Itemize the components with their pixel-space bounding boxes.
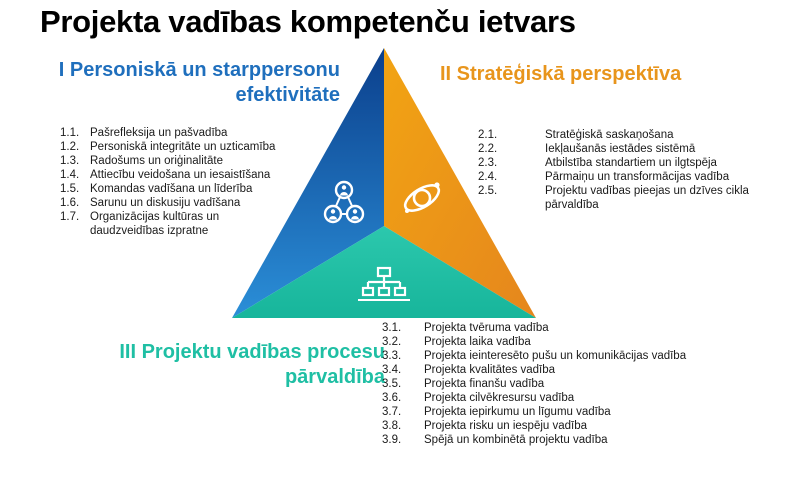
- item-text: Personiskā integritāte un uzticamība: [90, 141, 276, 153]
- item-number: 1.2.: [60, 141, 80, 153]
- item-text: Radošums un oriģinalitāte: [90, 155, 223, 167]
- section-3-title: III Projektu vadības procesu pārvaldība: [119, 341, 385, 388]
- list-item: [478, 184, 758, 212]
- item-number: 3.4.: [382, 364, 402, 376]
- item-number: 1.4.: [60, 169, 80, 181]
- item-text: Projekta finanšu vadība: [424, 378, 545, 390]
- item-number: 3.5.: [382, 378, 402, 390]
- item-text: Pārmaiņu un transformācijas vadība: [545, 171, 730, 183]
- item-text: Stratēģiskā saskaņošana: [545, 129, 674, 141]
- section-2-list: [478, 128, 758, 212]
- item-text: Iekļaušanās iestādes sistēmā: [545, 143, 696, 155]
- list-item: [382, 363, 742, 377]
- item-text: Projekta iepirkumu un līgumu vadība: [424, 406, 611, 418]
- item-number: 2.1.: [478, 129, 498, 141]
- item-text: Projektu vadības pieejas un dzīves cikla pārvaldība: [545, 185, 749, 211]
- list-item: [60, 168, 278, 182]
- item-text: Projekta kvalitātes vadība: [424, 364, 556, 376]
- list-item: [60, 154, 278, 168]
- list-item: [478, 142, 758, 156]
- list-item: [382, 321, 742, 335]
- section-1-title: I Personiskā un starppersonu efektivitāte: [58, 59, 340, 106]
- list-item: [382, 405, 742, 419]
- item-text: Projekta tvēruma vadība: [424, 322, 549, 334]
- list-item: [60, 182, 278, 196]
- list-item: [60, 126, 278, 140]
- list-item: [60, 210, 278, 238]
- section-2-title: II Stratēģiskā perspektīva: [440, 63, 682, 85]
- item-number: 3.1.: [382, 322, 402, 334]
- item-number: 2.3.: [478, 157, 498, 169]
- item-number: 3.8.: [382, 420, 402, 432]
- item-text: Komandas vadīšana un līderība: [90, 183, 253, 195]
- section-1-list: [60, 126, 278, 238]
- item-number: 3.3.: [382, 350, 402, 362]
- list-item: [382, 391, 742, 405]
- item-text: Organizācijas kultūras un daudzveidības izpratne: [90, 211, 220, 237]
- item-number: 3.2.: [382, 336, 402, 348]
- section-3-list: [382, 321, 742, 447]
- item-text: Spējā un kombinētā projektu vadība: [424, 434, 608, 446]
- list-item: [382, 335, 742, 349]
- item-number: 1.6.: [60, 197, 80, 209]
- list-item: [60, 196, 278, 210]
- item-number: 1.1.: [60, 127, 80, 139]
- list-item: [382, 433, 742, 447]
- item-text: Projekta laika vadība: [424, 336, 531, 348]
- item-text: Projekta cilvēkresursu vadība: [424, 392, 575, 404]
- list-item: [478, 156, 758, 170]
- list-item: [382, 349, 742, 363]
- list-item: [478, 170, 758, 184]
- item-text: Projekta risku un iespēju vadība: [424, 420, 588, 432]
- item-number: 1.3.: [60, 155, 80, 167]
- item-number: 1.5.: [60, 183, 80, 195]
- item-number: 3.9.: [382, 434, 402, 446]
- item-number: 1.7.: [60, 211, 80, 223]
- item-number: 3.6.: [382, 392, 402, 404]
- item-number: 2.2.: [478, 143, 498, 155]
- list-item: [382, 419, 742, 433]
- item-text: Attiecību veidošana un iesaistīšana: [90, 169, 271, 181]
- list-item: [382, 377, 742, 391]
- item-text: Projekta ieinteresēto pušu un komunikācijas vadība: [424, 350, 687, 362]
- page-title: Projekta vadības kompetenču ietvars: [40, 4, 576, 39]
- item-number: 3.7.: [382, 406, 402, 418]
- list-item: [60, 140, 278, 154]
- item-number: 2.4.: [478, 171, 498, 183]
- item-text: Sarunu un diskusiju vadīšana: [90, 197, 241, 209]
- item-text: Pašrefleksija un pašvadība: [90, 127, 228, 139]
- item-number: 2.5.: [478, 185, 498, 197]
- item-text: Atbilstība standartiem un ilgtspēja: [545, 157, 717, 169]
- list-item: [478, 128, 758, 142]
